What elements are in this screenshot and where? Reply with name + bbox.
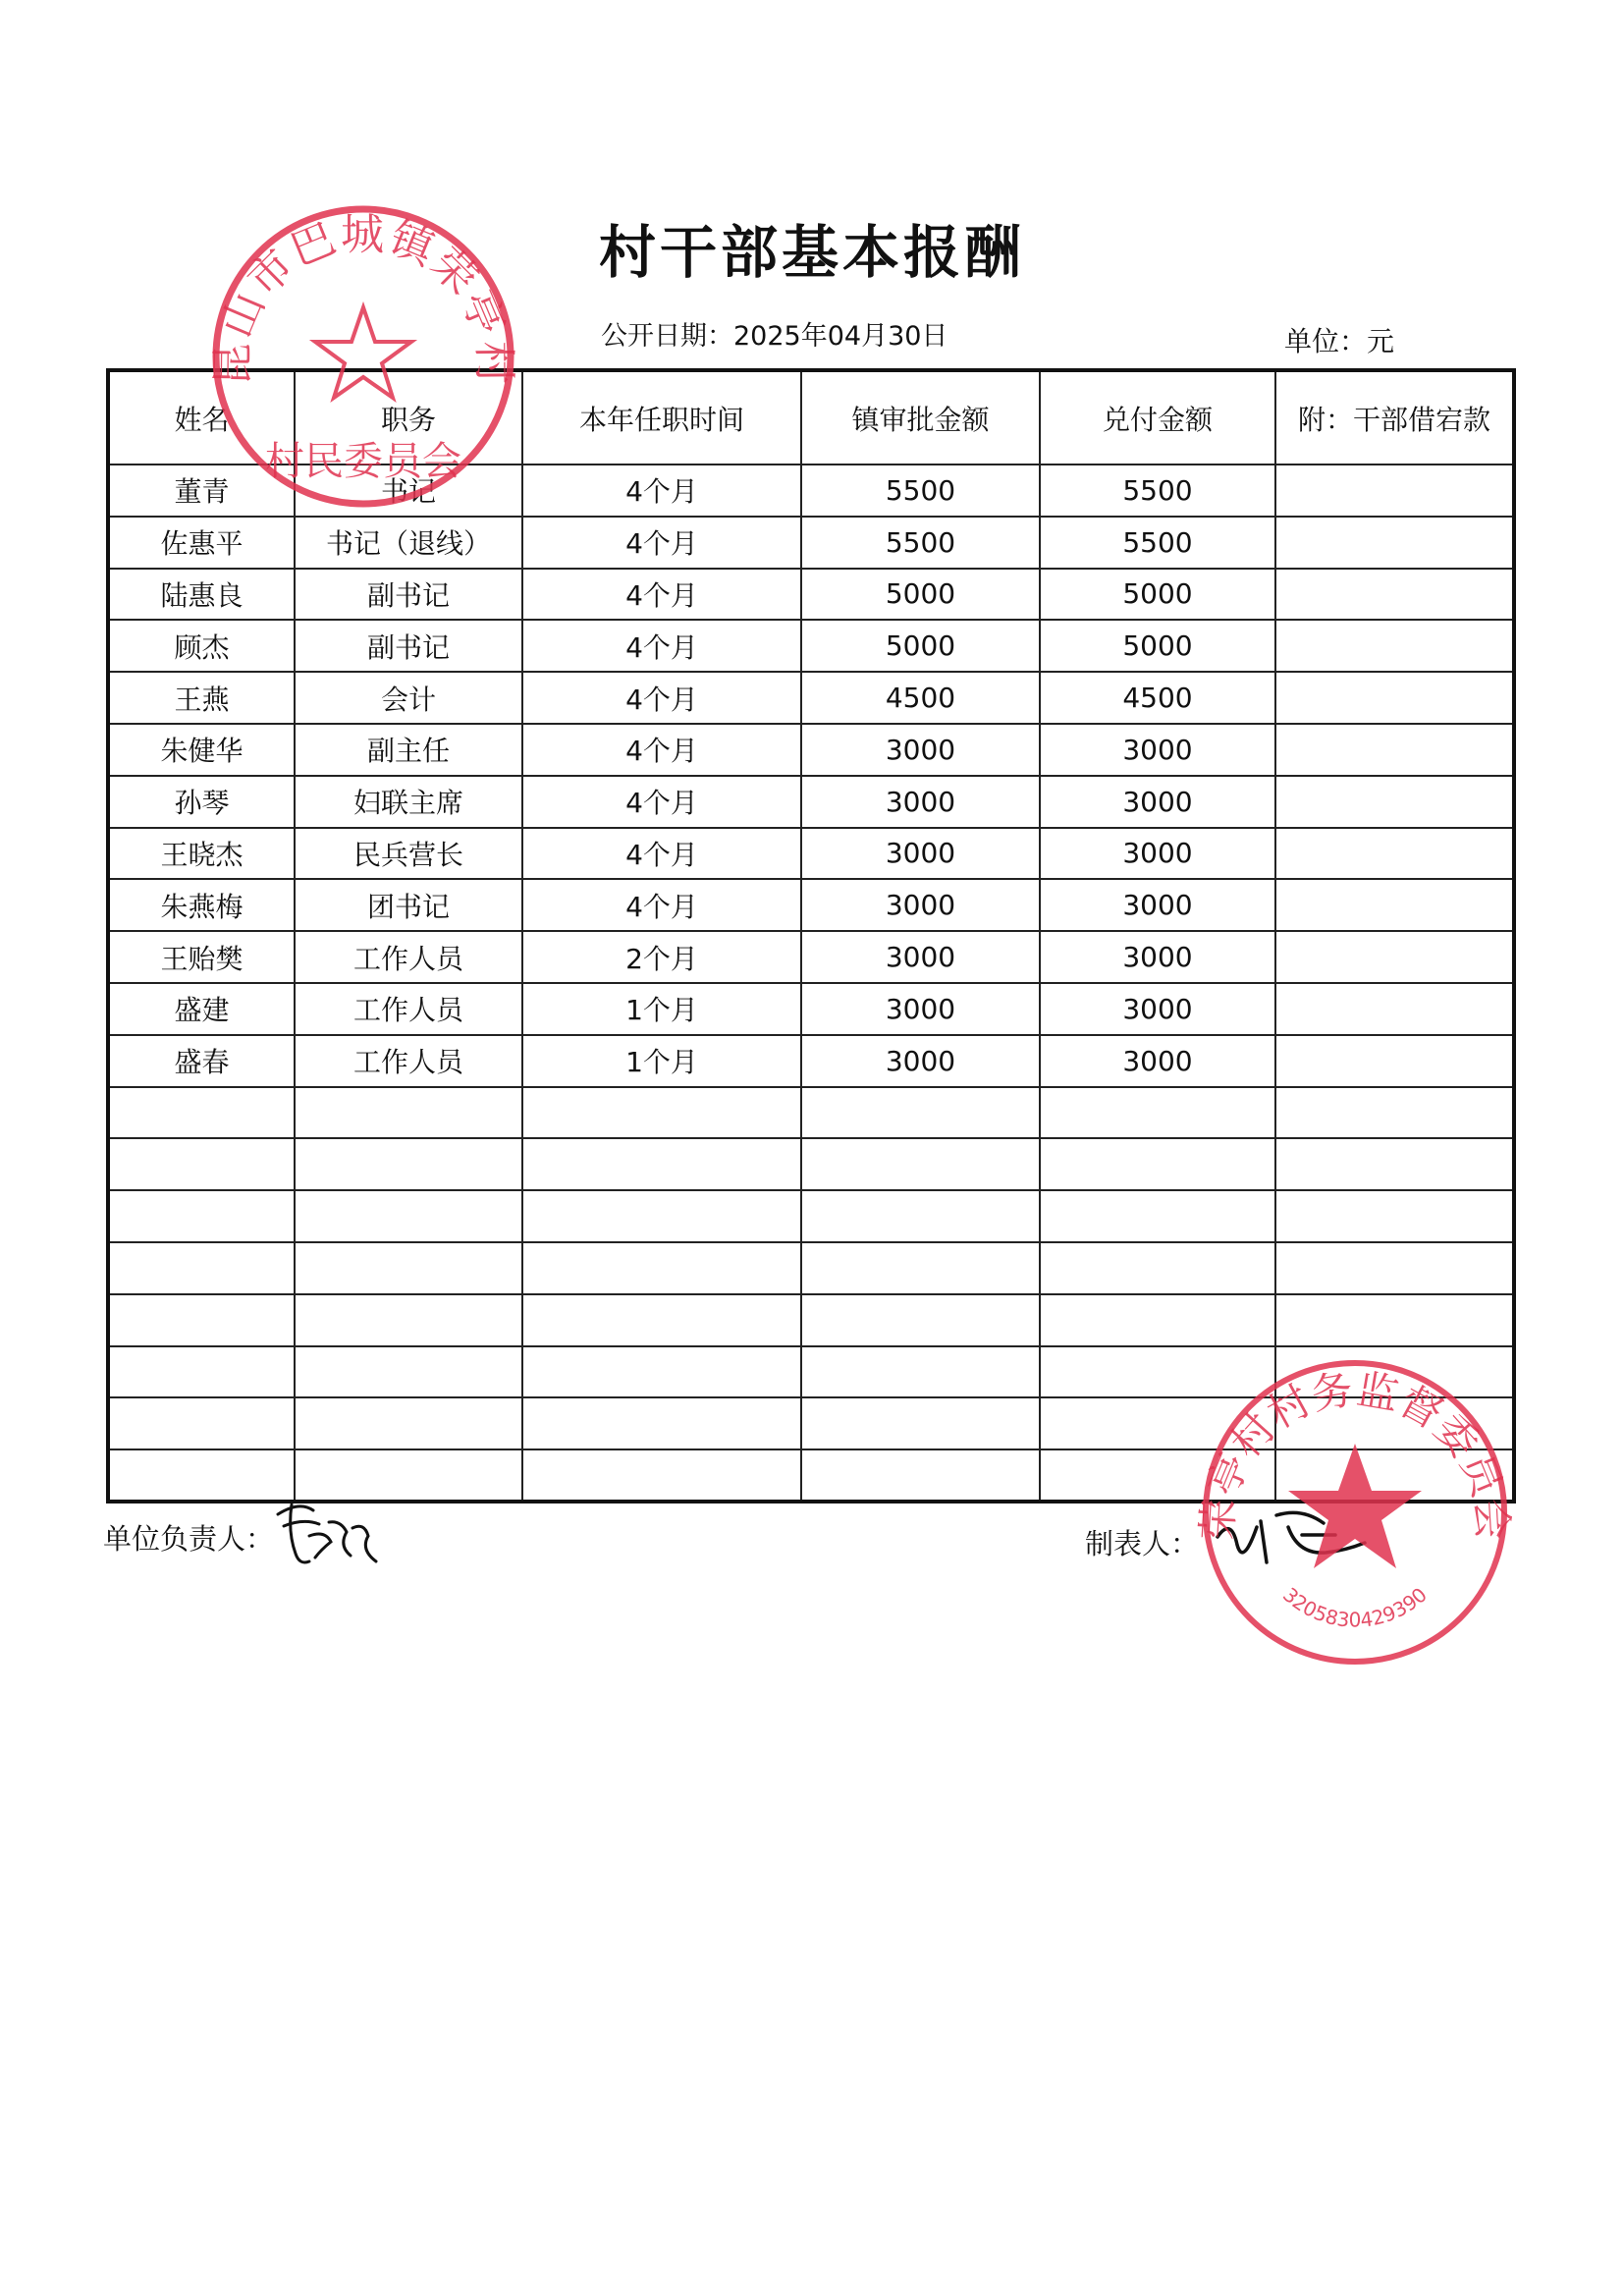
cell-name xyxy=(108,1449,295,1502)
cell-name xyxy=(108,1242,295,1294)
svg-text:3205830429390: 3205830429390 xyxy=(1277,1582,1433,1632)
cell-approved-amount: 3000 xyxy=(801,1035,1040,1087)
cell-loan-note xyxy=(1275,672,1514,724)
cell-position xyxy=(295,1346,522,1398)
cell-loan-note xyxy=(1275,983,1514,1035)
cell-position: 工作人员 xyxy=(295,1035,522,1087)
cell-paid-amount xyxy=(1040,1449,1275,1502)
table-row xyxy=(108,1397,1514,1449)
cell-position xyxy=(295,1397,522,1449)
cell-loan-note xyxy=(1275,1087,1514,1139)
unit-head-label: 单位负责人： xyxy=(103,1522,275,1556)
unit-head-signature xyxy=(103,1517,274,1558)
cell-position: 副书记 xyxy=(295,620,522,672)
cell-tenure: 4个月 xyxy=(522,879,801,931)
cell-tenure xyxy=(522,1087,801,1139)
cell-name: 顾杰 xyxy=(108,620,295,672)
table-row xyxy=(108,828,1514,880)
cell-tenure xyxy=(522,1449,801,1502)
cell-name: 盛春 xyxy=(108,1035,295,1087)
cell-approved-amount xyxy=(801,1138,1040,1190)
svg-text:昆山市巴城镇荣亭村: 昆山市巴城镇荣亭村 xyxy=(207,209,519,387)
cell-approved-amount: 5000 xyxy=(801,620,1040,672)
cell-name: 盛建 xyxy=(108,983,295,1035)
cell-approved-amount xyxy=(801,1346,1040,1398)
cell-paid-amount xyxy=(1040,1346,1275,1398)
cell-approved-amount xyxy=(801,1397,1040,1449)
cell-loan-note xyxy=(1275,517,1514,569)
cell-paid-amount xyxy=(1040,1397,1275,1449)
cell-tenure xyxy=(522,1346,801,1398)
cell-paid-amount: 3000 xyxy=(1040,983,1275,1035)
cell-tenure: 4个月 xyxy=(522,776,801,828)
publish-date-value: 2025年04月30日 xyxy=(733,321,948,352)
cell-loan-note xyxy=(1275,1138,1514,1190)
table-row xyxy=(108,983,1514,1035)
cell-position: 书记（退线） xyxy=(295,517,522,569)
cell-loan-note xyxy=(1275,1449,1514,1502)
cell-tenure: 4个月 xyxy=(522,569,801,621)
cell-name xyxy=(108,1190,295,1242)
cell-position xyxy=(295,1087,522,1139)
cell-loan-note xyxy=(1275,1397,1514,1449)
header-position: 职务 xyxy=(295,370,522,465)
cell-approved-amount: 3000 xyxy=(801,828,1040,880)
cell-paid-amount: 3000 xyxy=(1040,776,1275,828)
header-tenure: 本年任职时间 xyxy=(522,370,801,465)
remuneration-table xyxy=(106,368,1516,1503)
table-row xyxy=(108,1242,1514,1294)
cell-paid-amount: 5500 xyxy=(1040,517,1275,569)
cell-approved-amount: 5500 xyxy=(801,465,1040,517)
cell-paid-amount: 3000 xyxy=(1040,828,1275,880)
cell-paid-amount xyxy=(1040,1242,1275,1294)
cell-loan-note xyxy=(1275,1242,1514,1294)
cell-position: 书记 xyxy=(295,465,522,517)
cell-name xyxy=(108,1397,295,1449)
cell-name xyxy=(108,1087,295,1139)
table-row xyxy=(108,724,1514,776)
table-row xyxy=(108,931,1514,983)
cell-position: 团书记 xyxy=(295,879,522,931)
table-row xyxy=(108,517,1514,569)
cell-name: 佐惠平 xyxy=(108,517,295,569)
cell-approved-amount xyxy=(801,1190,1040,1242)
header-paid-amount: 兑付金额 xyxy=(1040,370,1275,465)
svg-text:荣亭村村务监督委员会: 荣亭村村务监督委员会 xyxy=(1193,1364,1517,1542)
cell-paid-amount: 3000 xyxy=(1040,879,1275,931)
cell-name: 朱健华 xyxy=(108,724,295,776)
cell-loan-note xyxy=(1275,1190,1514,1242)
document-title: 村干部基本报酬 xyxy=(598,219,1025,286)
cell-loan-note xyxy=(1275,828,1514,880)
cell-approved-amount: 3000 xyxy=(801,879,1040,931)
cell-loan-note xyxy=(1275,1294,1514,1346)
table-row xyxy=(108,1346,1514,1398)
cell-paid-amount xyxy=(1040,1294,1275,1346)
table-row xyxy=(108,465,1514,517)
cell-loan-note xyxy=(1275,879,1514,931)
preparer-label: 制表人： xyxy=(1085,1527,1200,1560)
cell-position: 副主任 xyxy=(295,724,522,776)
cell-approved-amount xyxy=(801,1087,1040,1139)
cell-position: 会计 xyxy=(295,672,522,724)
cell-approved-amount: 5500 xyxy=(801,517,1040,569)
cell-name: 王晓杰 xyxy=(108,828,295,880)
cell-approved-amount xyxy=(801,1242,1040,1294)
cell-position: 副书记 xyxy=(295,569,522,621)
cell-loan-note xyxy=(1275,724,1514,776)
cell-tenure: 4个月 xyxy=(522,672,801,724)
cell-loan-note xyxy=(1275,620,1514,672)
table-row xyxy=(108,620,1514,672)
cell-paid-amount: 3000 xyxy=(1040,724,1275,776)
cell-position xyxy=(295,1242,522,1294)
cell-tenure: 2个月 xyxy=(522,931,801,983)
cell-tenure: 4个月 xyxy=(522,620,801,672)
cell-loan-note xyxy=(1275,569,1514,621)
cell-approved-amount: 3000 xyxy=(801,776,1040,828)
cell-tenure xyxy=(522,1397,801,1449)
cell-name: 王贻樊 xyxy=(108,931,295,983)
cell-approved-amount: 4500 xyxy=(801,672,1040,724)
header-name: 姓名 xyxy=(108,370,295,465)
cell-approved-amount: 3000 xyxy=(801,983,1040,1035)
unit-head-handwritten-signature xyxy=(270,1493,388,1571)
cell-tenure: 1个月 xyxy=(522,983,801,1035)
table-row xyxy=(108,569,1514,621)
cell-name: 朱燕梅 xyxy=(108,879,295,931)
preparer-handwritten-signature xyxy=(1208,1498,1375,1576)
cell-position xyxy=(295,1294,522,1346)
cell-approved-amount: 3000 xyxy=(801,931,1040,983)
cell-paid-amount xyxy=(1040,1190,1275,1242)
cell-loan-note xyxy=(1275,1035,1514,1087)
cell-name xyxy=(108,1138,295,1190)
table-row xyxy=(108,1190,1514,1242)
cell-position: 工作人员 xyxy=(295,931,522,983)
cell-tenure: 4个月 xyxy=(522,828,801,880)
cell-paid-amount: 3000 xyxy=(1040,931,1275,983)
cell-tenure: 1个月 xyxy=(522,1035,801,1087)
cell-tenure: 4个月 xyxy=(522,517,801,569)
cell-tenure xyxy=(522,1190,801,1242)
cell-loan-note xyxy=(1275,776,1514,828)
publish-date xyxy=(601,314,947,353)
cell-paid-amount: 4500 xyxy=(1040,672,1275,724)
preparer-signature xyxy=(1085,1522,1199,1562)
cell-name: 孙琴 xyxy=(108,776,295,828)
cell-paid-amount xyxy=(1040,1138,1275,1190)
cell-paid-amount: 5000 xyxy=(1040,569,1275,621)
cell-loan-note xyxy=(1275,465,1514,517)
table-row xyxy=(108,672,1514,724)
cell-position: 妇联主席 xyxy=(295,776,522,828)
cell-tenure: 4个月 xyxy=(522,724,801,776)
cell-tenure: 4个月 xyxy=(522,465,801,517)
cell-approved-amount: 5000 xyxy=(801,569,1040,621)
cell-loan-note xyxy=(1275,931,1514,983)
cell-loan-note xyxy=(1275,1346,1514,1398)
table-row xyxy=(108,1138,1514,1190)
cell-approved-amount xyxy=(801,1449,1040,1502)
cell-name: 王燕 xyxy=(108,672,295,724)
header-loan-note: 附：干部借宕款 xyxy=(1275,370,1514,465)
table-row xyxy=(108,1035,1514,1087)
table-row xyxy=(108,879,1514,931)
cell-position: 民兵营长 xyxy=(295,828,522,880)
cell-position xyxy=(295,1190,522,1242)
cell-name: 陆惠良 xyxy=(108,569,295,621)
cell-paid-amount: 3000 xyxy=(1040,1035,1275,1087)
cell-paid-amount xyxy=(1040,1087,1275,1139)
cell-tenure xyxy=(522,1294,801,1346)
cell-name: 董青 xyxy=(108,465,295,517)
cell-name xyxy=(108,1294,295,1346)
table-row xyxy=(108,1087,1514,1139)
svg-text:村民委员会: 村民委员会 xyxy=(265,439,461,484)
cell-approved-amount xyxy=(801,1294,1040,1346)
cell-tenure xyxy=(522,1242,801,1294)
unit-label: 单位：元 xyxy=(1284,325,1395,357)
cell-approved-amount: 3000 xyxy=(801,724,1040,776)
table-row xyxy=(108,776,1514,828)
table-header-row xyxy=(108,370,1514,465)
cell-position: 工作人员 xyxy=(295,983,522,1035)
table-row xyxy=(108,1294,1514,1346)
cell-paid-amount: 5000 xyxy=(1040,620,1275,672)
publish-date-label: 公开日期： xyxy=(601,321,733,352)
cell-tenure xyxy=(522,1138,801,1190)
cell-paid-amount: 5500 xyxy=(1040,465,1275,517)
cell-position xyxy=(295,1138,522,1190)
cell-name xyxy=(108,1346,295,1398)
header-approved-amount: 镇审批金额 xyxy=(801,370,1040,465)
